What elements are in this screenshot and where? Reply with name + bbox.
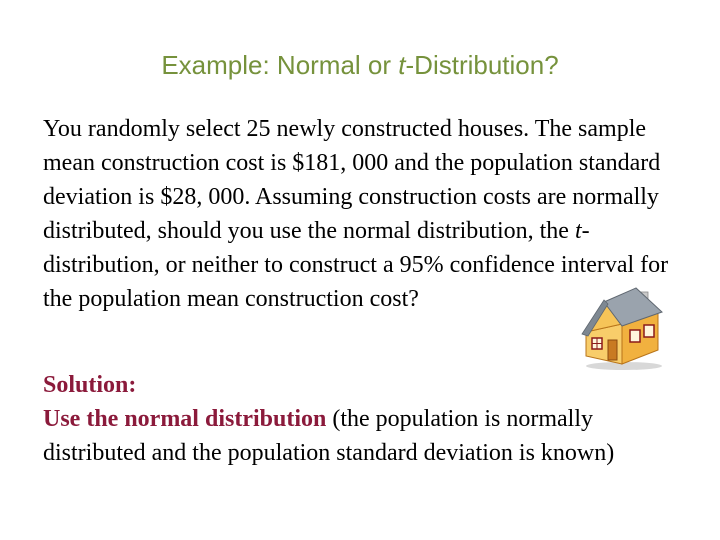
house-icon (578, 280, 670, 372)
title-suffix: -Distribution? (405, 50, 559, 80)
solution-answer: Use the normal distribution (43, 406, 327, 432)
question-t: t (574, 218, 582, 244)
title-prefix: Example: Normal or (161, 50, 399, 80)
question-part1: You randomly select 25 newly constructed houses. The sample mean construction cost is $181, 000 and the population standard deviation is $28, 000. Assuming construction costs are normally distributed, should you use the normal distribution, the (43, 116, 661, 244)
solution-text (43, 402, 643, 470)
solution-block (43, 368, 643, 470)
solution-label: Solution: (43, 372, 137, 398)
title-t: t (398, 50, 406, 80)
question-part2: -distribution, or neither to construct a 95% confidence interval for the population mean construction cost? (43, 218, 669, 312)
solution-explanation: (the population is normally distributed and the population standard deviation is known) (43, 406, 615, 466)
slide-title (0, 50, 720, 81)
